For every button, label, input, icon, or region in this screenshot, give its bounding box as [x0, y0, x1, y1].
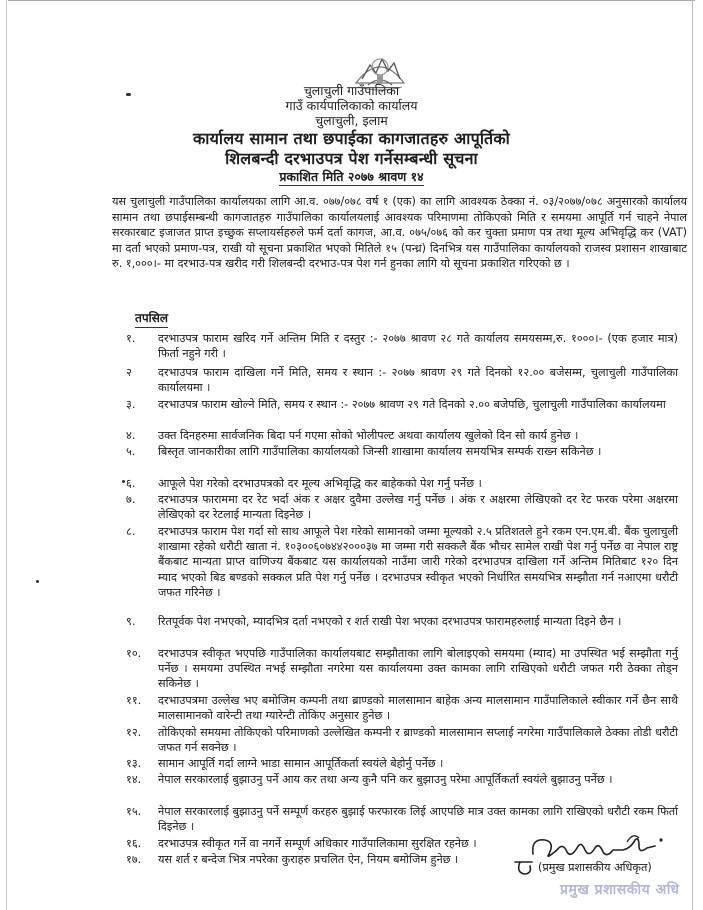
- item-number: ४.: [126, 429, 136, 442]
- item-number: १५.: [126, 805, 142, 818]
- item-text: सामान आपूर्ति गर्दा लाग्ने भाडा सामान आपूर्तिकर्ता स्वयंले बेहोर्नु पर्नेछ ।: [158, 757, 444, 770]
- item-text: नेपाल सरकारलाई बुझाउनु पर्ने सम्पूर्ण करहरु बुझाई फरफारक लिई आएपछि मात्र उक्त कामका लागि राखिएको धरौटी रकम फिर्ता दिइनेछ ।: [158, 805, 678, 834]
- item-number: ३.: [126, 398, 136, 411]
- item-text: दरभाउपत्र स्वीकृत भएपछि गाउँपालिका कार्यालयबाट सम्झौताका लागि बोलाइएको समयमा (म्याद) मा उपस्थित भई सम्झौता गर्नु पर्नेछ । समयमा उपस्थित नभई सम्झौता नगरेमा यस कार्यालयमा उक्त कामका लागि राखिएको धरौटी जफत गरी ठेक्का तोड्न सकिनेछ ।: [158, 647, 678, 691]
- item-text: तोकिएको समयमा तोकिएको परिमाणको उल्लेखित कम्पनी र ब्राण्डको मालसामान सप्लाई नगरेमा गाउँपालिकाले ठेक्का तोडी धरौटी जफत गर्न सक्नेछ ।: [158, 726, 678, 755]
- item-text: रितपूर्वक पेश नभएको, म्यादभित्र दर्ता नभएको र शर्त राखी पेश भएका दरभाउपत्र फारामहरुलाई मान्यता दिइने छैन ।: [158, 615, 622, 628]
- item-number: ९.: [126, 615, 136, 628]
- item-text: उक्त दिनहरुमा सार्वजनिक बिदा पर्न गएमा सोको भोलीपल्ट अथवा कार्यालय खुलेको दिन सो कार्य हुनेछ ।: [158, 429, 579, 442]
- officer-designation: (प्रमुख प्रशासकीय अधिकृत): [538, 861, 652, 874]
- item-number: ५.: [126, 445, 136, 458]
- notice-title-line1: कार्यालय सामान तथा छपाईका कागजातहरु आपूर्तिको: [193, 129, 510, 148]
- item-text: दरभाउपत्र फाराम खोल्ने मिति, समय र स्थान :- २०७७ श्रावण २९ गते दिनको २.०० बजेपछि, चुलाचुली गाउँपालिका कार्यालयमा: [158, 398, 666, 411]
- item-text: नेपाल सरकारलाई बुझाउनु पर्ने आय कर तथा अन्य कुनै पनि कर बुझाउनु परेमा आपूर्तिकर्ता स्वयंले बुझाउनु पर्नेछ ।: [158, 773, 613, 786]
- scan-speck: [126, 93, 131, 96]
- item-text: यस शर्त र बन्देज भित्र नपरेका कुराहरु प्रचलित ऐन, नियम बमोजिम हुनेछ ।: [158, 853, 459, 866]
- published-date-text: प्रकाशित मिति २०७७ श्रावण १४: [279, 169, 424, 184]
- item-text: आफूले पेश गरेको दरभाउपत्रको दर मूल्य अभिवृद्धि कर बाहेकको पेश गर्नु पर्नेछ ।: [158, 477, 482, 490]
- item-number: २: [126, 366, 132, 379]
- tapsil-heading: तपसिल: [135, 309, 168, 328]
- notice-intro-paragraph: यस चुलाचुली गाउँपालिका कार्यालयका लागि आ.व. ०७७/०७८ वर्ष १ (एक) का लागि आवश्यक ठेक्का नं. ०३/२०७७/०७८ अनुसारको कार्यालय सामान तथा छपाईसम्बन्धी कागजातहरु गाउँपालिका कार्यालयलाई आवश्यक परिमाणमा तोकिएको मिति र समयमा आपूर्ति गर्न चाहने नेपाल सरकारबाट इजाजत प्राप्त इच्छुक सप्लायर्सहरुले फर्म दर्ता कागज, आ.व. ०७५/०७६ को कर चुक्ता प्रमाण पत्र तथा मूल्य अभिवृद्धि कर (VAT) मा दर्ता भएको प्रमाण-पत्र, राखी यो सूचना प्रकाशित भएको मितिले १५ (पन्ध्र) दिनभित्र यस गाउँपालिका कार्यालयको राजस्व प्रशासन शाखाबाट रु. १,०००।- मा दरभाउ-पत्र खरीद गरी शिलबन्दी दरभाउ-पत्र पेश गर्न हुनका लागि यो सूचना प्रकाशित गरिएको छ ।: [112, 195, 687, 271]
- page-edge-top: [8, 0, 695, 1]
- scan-speck: [36, 580, 39, 583]
- item-text: दरभाउपत्र फाराम दाखिला गर्ने मिति, समय र स्थान :- २०७७ श्रावण २९ गते दिनको १२.०० बजेसम्म, चुलाचुली गाउँपालिका कार्यालयमा ।: [158, 366, 678, 395]
- item-number: १७.: [126, 853, 142, 866]
- item-number: १०.: [126, 647, 142, 660]
- office-executive-line: गाउँ कार्यपालिकाको कार्यालय: [285, 98, 418, 113]
- office-stamp: प्रमुख प्रशासकीय अधि: [560, 882, 680, 898]
- item-number: १.: [126, 332, 136, 345]
- item-number: ६.: [126, 477, 136, 490]
- scan-speck: [122, 480, 125, 483]
- item-text: दरभाउपत्र फाराम खरिद गर्ने अन्तिम मिति र दस्तुर :- २०७७ श्रावण २८ गते कार्यालय समयसम्म,रु. १०००।- (एक हजार मात्र) फिर्ता नहुने गरी ।: [158, 332, 678, 361]
- item-number: ७.: [126, 493, 136, 506]
- initial-mark: [512, 858, 538, 878]
- published-date: [0, 168, 703, 185]
- item-text: बिस्तृत जानकारीका लागि गाउँपालिका कार्यालयको जिन्सी शाखामा कार्यालय समयभित्र सम्पर्क राख्न सकिनेछ ।: [158, 445, 602, 458]
- item-number: १४.: [126, 773, 142, 786]
- office-address-line: चुलाचुली, इलाम: [315, 113, 388, 128]
- item-text: दरभाउपत्र फाराममा दर रेट भर्दा अंक र अक्षर दुवैमा उल्लेख गर्नु पर्नेछ । अंक र अक्षरमा लेखिएको दर रेट फरक परेमा अक्षरमा लेखिएको दर रेटलाई मान्यता दिइनेछ ।: [158, 493, 678, 522]
- office-name-line: चुलाचुली गाउँपालिका: [303, 83, 400, 98]
- item-number: ८.: [126, 525, 136, 538]
- item-number: ११.: [126, 694, 142, 707]
- notice-title-line2: शिलबन्दी दरभाउपत्र पेश गर्नेसम्बन्धी सूचना: [225, 149, 478, 168]
- item-number: १६.: [126, 837, 142, 850]
- item-text: दरभाउपत्र फाराम पेश गर्दा सो साथ आफूले पेश गरेको सामानको जम्मा मूल्यको २.५ प्रतिशतले हुने रकम एन.एम.बी. बैंक चुलाचुली शाखामा रहेको धरौटी खाता नं. १०३००६०७४४२०००३७ मा जम्मा गरी सक्कलै बैंक भौचर सामेल राखी पेश गर्नु पर्नेछ वा नेपाल राष्ट्र बैंकबाट मान्यता प्राप्त वाणिज्य बैंकबाट यस कार्यालयको नाउँमा जारी गरेको दरभाउपत्र दाखिला गर्ने अन्तिम मितिबाट १२० दिन म्याद भएको बिड बण्डको सक्कल प्रति पेश गर्नु पर्नेछ । दरभाउपत्र स्वीकृत भएको निर्धारित समयभित्र सम्झौता गर्न नआएमा धरौटी जफत गरिनेछ ।: [158, 525, 678, 599]
- item-text: दरभाउपत्र स्वीकृत गर्ने वा नगर्ने सम्पूर्ण अधिकार गाउँपालिकामा सुरक्षित रहनेछ ।: [158, 837, 477, 850]
- item-number: १३.: [126, 757, 142, 770]
- item-text: दरभाउपत्रमा उल्लेख भए बमोजिम कम्पनी तथा ब्राण्डको मालसामान बाहेक अन्य मालसामान गाउँपालिकाले स्वीकार गर्ने छैन साथै मालसामानको वारेन्टी तथा ग्यारेन्टी तोकिए अनुसार हुनेछ ।: [158, 694, 678, 723]
- item-number: १२.: [126, 726, 142, 739]
